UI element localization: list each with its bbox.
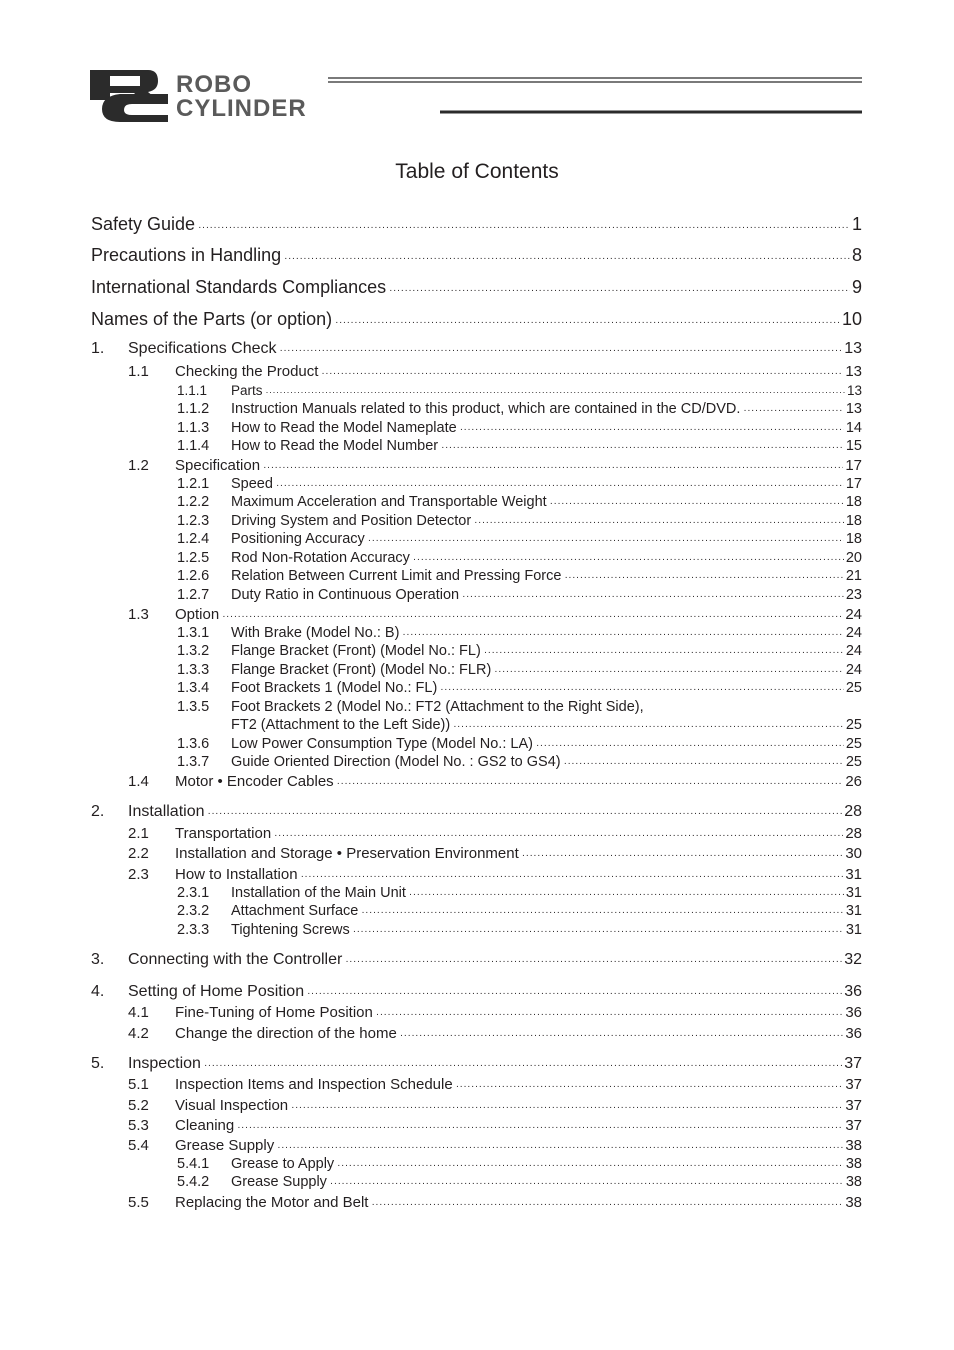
dot-leader (307, 988, 842, 999)
toc-entry[interactable] (91, 885, 862, 901)
toc-entry-title: Installation and Storage • Preservation Environment (175, 845, 519, 862)
toc-entry-page: 36 (845, 1025, 862, 1042)
dot-leader (198, 222, 850, 233)
toc-entry-title: Instruction Manuals related to this product, which are contained in the CD/DVD. (231, 401, 741, 417)
toc-entry-number: 1.1.3 (177, 420, 210, 436)
toc-entry-title: Change the direction of the home (175, 1025, 397, 1042)
toc-entry-title: Installation of the Main Unit (231, 885, 406, 901)
toc-entry[interactable] (91, 214, 862, 235)
toc-entry[interactable] (91, 1004, 862, 1021)
toc-entry-number: 1.1.2 (177, 401, 210, 417)
dot-leader (274, 830, 843, 841)
toc-entry-title: Safety Guide (91, 214, 196, 234)
toc-entry-number: 1.3.1 (177, 625, 210, 641)
dot-leader (280, 345, 843, 356)
dot-leader (276, 480, 844, 491)
toc-entry-number: 1.3.6 (177, 736, 210, 752)
toc-entry[interactable] (91, 420, 862, 436)
toc-entry-title: Speed (231, 476, 273, 492)
toc-entry-number: 4. (91, 983, 105, 1000)
dot-leader (484, 647, 844, 658)
dot-leader (550, 498, 844, 509)
toc-entry-number: 1.3.7 (177, 754, 210, 770)
toc-entry-number: 1.3.5 (177, 699, 210, 715)
toc-entry-page: 37 (844, 1055, 862, 1072)
toc-entry-title: FT2 (Attachment to the Left Side)) (231, 717, 451, 733)
dot-leader (453, 721, 844, 732)
dot-leader (301, 871, 844, 882)
toc-entry-page: 13 (844, 340, 862, 357)
toc-entry-page: 13 (845, 363, 862, 380)
toc-entry[interactable] (91, 309, 862, 330)
toc-entry-page: 24 (845, 643, 862, 659)
toc-entry-number: 1.2.4 (177, 531, 210, 547)
toc-entry-title: Inspection (128, 1055, 201, 1072)
dot-leader (204, 1060, 842, 1071)
dot-leader (361, 907, 844, 918)
toc-entry-page: 36 (845, 1004, 862, 1021)
toc-entry-title: Driving System and Position Detector (231, 513, 472, 529)
toc-entry[interactable] (91, 662, 862, 678)
dot-leader (441, 442, 844, 453)
dot-leader (353, 926, 844, 937)
toc-entry-page: 38 (845, 1174, 862, 1190)
toc-entry-page: 24 (845, 606, 862, 623)
toc-entry-page: 38 (845, 1156, 862, 1172)
toc-entry-page: 31 (845, 903, 862, 919)
toc-entry-number: 2.3.3 (177, 922, 210, 938)
toc-entry-number: 1.2.6 (177, 568, 210, 584)
toc-entry-page: 37 (845, 1117, 862, 1134)
logo-line2: CYLINDER (176, 95, 307, 122)
toc-entry-title: Foot Brackets 1 (Model No.: FL) (231, 680, 438, 696)
toc-entry[interactable] (91, 754, 862, 770)
toc-entry[interactable] (91, 1137, 862, 1154)
toc-entry[interactable] (91, 866, 862, 883)
dot-leader (368, 535, 844, 546)
toc-entry-page: 26 (845, 773, 862, 790)
toc-entry-page: 17 (845, 476, 862, 492)
toc-entry-number: 2.3.1 (177, 885, 210, 901)
dot-leader (522, 850, 844, 861)
dot-leader (389, 285, 850, 296)
toc-entry[interactable] (91, 1076, 862, 1093)
dot-leader (462, 591, 844, 602)
dot-leader (208, 808, 843, 819)
toc-entry-page: 17 (845, 457, 862, 474)
dot-leader (371, 1199, 843, 1210)
toc-entry-title: Checking the Product (175, 363, 319, 380)
toc-entry-title: Maximum Acceleration and Transportable Weight (231, 494, 547, 510)
toc-entry-title: Attachment Surface (231, 903, 359, 919)
toc-entry[interactable] (91, 476, 862, 492)
toc-entry-page: 8 (851, 245, 862, 265)
dot-leader (400, 1030, 843, 1041)
toc-entry[interactable] (91, 245, 862, 266)
toc-entry[interactable] (91, 401, 862, 417)
dot-leader (409, 889, 844, 900)
toc-entry[interactable] (91, 587, 862, 603)
toc-entry-page: 15 (845, 438, 862, 454)
toc-entry[interactable] (91, 625, 862, 641)
dot-leader (337, 778, 844, 789)
toc-entry-title: Tightening Screws (231, 922, 350, 938)
dot-leader (376, 1009, 843, 1020)
toc-entry[interactable] (91, 699, 862, 715)
toc-entry-page: 10 (841, 309, 862, 329)
dot-leader (284, 253, 850, 264)
toc-entry[interactable] (91, 363, 862, 380)
toc-entry-number: 1.1 (128, 363, 149, 380)
toc-entry[interactable] (91, 457, 862, 474)
toc-entry-page: 21 (845, 568, 862, 584)
toc-entry-number: 1.1.1 (177, 383, 208, 398)
toc-entry-page: 25 (845, 736, 862, 752)
toc-entry-page: 32 (844, 951, 862, 968)
toc-entry-number: 1.2.1 (177, 476, 210, 492)
toc-entry-title: Transportation (175, 825, 272, 842)
toc-entry-page: 20 (845, 550, 862, 566)
toc-entry[interactable] (91, 568, 862, 584)
toc-entry-page: 18 (845, 531, 862, 547)
toc-entry-number: 2.3.2 (177, 903, 210, 919)
toc-entry-title: Grease Supply (231, 1174, 327, 1190)
toc-entry[interactable] (91, 983, 862, 1001)
dot-leader (335, 317, 840, 328)
toc-entry-title: How to Read the Model Number (231, 438, 439, 454)
toc-entry[interactable] (91, 736, 862, 752)
toc-entry-title: Grease Supply (175, 1137, 275, 1154)
toc-entry-title: How to Installation (175, 866, 298, 883)
toc-entry-page: 38 (845, 1194, 862, 1211)
toc-entry-number: 1.3.4 (177, 680, 210, 696)
toc-entry-page: 23 (845, 587, 862, 603)
toc-entry[interactable] (91, 531, 862, 547)
toc-entry-number: 1. (91, 340, 105, 357)
toc-entry-title: Specifications Check (128, 340, 277, 357)
toc-entry-title: Grease to Apply (231, 1156, 335, 1172)
toc-entry-number: 5.5 (128, 1194, 149, 1211)
dot-leader (564, 572, 843, 583)
toc-entry-title: International Standards Compliances (91, 277, 387, 297)
toc-entry-page: 13 (846, 383, 862, 398)
toc-entry-number: 1.3.2 (177, 643, 210, 659)
toc-entry-page: 31 (845, 885, 862, 901)
toc-entry-title: Precautions in Handling (91, 245, 282, 265)
dot-leader (237, 1122, 843, 1133)
toc-entry-page: 13 (845, 401, 862, 417)
toc-entry[interactable] (91, 680, 862, 696)
toc-entry[interactable] (91, 1194, 862, 1211)
toc-entry[interactable] (91, 803, 862, 821)
toc-entry-title: Installation (128, 803, 205, 820)
dot-leader (743, 405, 843, 416)
dot-leader (564, 758, 844, 769)
toc-entry-page: 28 (845, 825, 862, 842)
toc-entry[interactable] (91, 903, 862, 919)
toc-entry-number: 2.1 (128, 825, 149, 842)
toc-entry-number: 1.4 (128, 773, 149, 790)
toc-entry-title: How to Read the Model Nameplate (231, 420, 457, 436)
toc-entry-number: 2.2 (128, 845, 149, 862)
toc-entry-number: 4.2 (128, 1025, 149, 1042)
dot-leader (413, 554, 844, 565)
dot-leader (345, 956, 842, 967)
toc-entry-number: 1.3 (128, 606, 149, 623)
toc-entry-number: 5.3 (128, 1117, 149, 1134)
toc-entry-page: 25 (845, 754, 862, 770)
dot-leader (330, 1178, 844, 1189)
toc-entry-title: Fine-Tuning of Home Position (175, 1004, 373, 1021)
toc-entry-title: Relation Between Current Limit and Pressing Force (231, 568, 562, 584)
toc-entry-page: 37 (845, 1076, 862, 1093)
toc-entry-page: 24 (845, 662, 862, 678)
toc-entry-page: 31 (845, 922, 862, 938)
toc-entry-page: 25 (845, 680, 862, 696)
toc-entry-title: Replacing the Motor and Belt (175, 1194, 369, 1211)
toc-entry[interactable] (91, 922, 862, 938)
dot-leader (263, 462, 843, 473)
toc-entry[interactable] (91, 494, 862, 510)
dot-leader (222, 611, 843, 622)
toc-entry-page: 38 (845, 1137, 862, 1154)
dot-leader (460, 424, 844, 435)
toc-entry[interactable] (91, 845, 862, 862)
toc-entry-page: 18 (845, 513, 862, 529)
toc-entry-title: Foot Brackets 2 (Model No.: FT2 (Attachment to the Right Side), (231, 699, 644, 715)
toc-entry-page: 24 (845, 625, 862, 641)
toc-entry[interactable] (91, 1055, 862, 1073)
toc-entry[interactable] (91, 951, 862, 969)
toc-entry-title: Rod Non-Rotation Accuracy (231, 550, 410, 566)
toc-entry-title: Cleaning (175, 1117, 235, 1134)
toc-entry[interactable] (91, 717, 862, 733)
toc-entry[interactable] (91, 1156, 862, 1172)
toc-entry-page: 1 (851, 214, 862, 234)
toc-entry-number: 1.2.2 (177, 494, 210, 510)
toc-entry[interactable] (91, 513, 862, 529)
toc-entry-number: 1.2 (128, 457, 149, 474)
dot-leader (321, 368, 843, 379)
toc-entry-number: 1.2.5 (177, 550, 210, 566)
toc-entry-title: Option (175, 606, 220, 623)
toc-entry-title: Setting of Home Position (128, 983, 305, 1000)
toc-entry[interactable] (91, 643, 862, 659)
dot-leader (536, 740, 844, 751)
toc-entry-number: 4.1 (128, 1004, 149, 1021)
toc-entry-title: With Brake (Model No.: B) (231, 625, 400, 641)
toc-entry-number: 1.2.7 (177, 587, 210, 603)
toc-entry-number: 5.4.1 (177, 1156, 210, 1172)
dot-leader (291, 1102, 843, 1113)
toc-entry-number: 3. (91, 951, 105, 968)
toc-entry-title: Flange Bracket (Front) (Model No.: FL) (231, 643, 481, 659)
toc-entry-title: Motor • Encoder Cables (175, 773, 334, 790)
toc-entry-page: 9 (851, 277, 862, 297)
toc-entry[interactable] (91, 438, 862, 454)
dot-leader (337, 1160, 844, 1171)
toc-entry-number: 1.3.3 (177, 662, 210, 678)
toc-entry-title: Inspection Items and Inspection Schedule (175, 1076, 453, 1093)
toc-entry-title: Positioning Accuracy (231, 531, 365, 547)
toc-entry-page: 18 (845, 494, 862, 510)
toc-entry-title: Low Power Consumption Type (Model No.: LA) (231, 736, 533, 752)
toc-entry-number: 1.1.4 (177, 438, 210, 454)
dot-leader (456, 1081, 844, 1092)
toc-entry-title: Flange Bracket (Front) (Model No.: FLR) (231, 662, 492, 678)
dot-leader (440, 684, 844, 695)
toc-entry-number: 5.4 (128, 1137, 149, 1154)
toc-entry-title: Parts (231, 383, 263, 398)
logo-line1: ROBO (176, 71, 252, 98)
toc-entry-title: Guide Oriented Direction (Model No. : GS2 to GS4) (231, 754, 561, 770)
toc-entry-number: 5.4.2 (177, 1174, 210, 1190)
toc-entry-page: 30 (845, 845, 862, 862)
toc-entry-number: 5.2 (128, 1097, 149, 1114)
toc-entry-title: Names of the Parts (or option) (91, 309, 333, 329)
toc-entry[interactable] (91, 773, 862, 790)
toc-entry[interactable] (91, 606, 862, 623)
dot-leader (266, 387, 845, 397)
toc-entry-page: 36 (844, 983, 862, 1000)
toc-entry-page: 31 (845, 866, 862, 883)
toc-entry-number: 5. (91, 1055, 105, 1072)
dot-leader (474, 517, 844, 528)
toc-entry-title: Visual Inspection (175, 1097, 289, 1114)
toc-entry-page: 25 (845, 717, 862, 733)
toc-entry-number: 2.3 (128, 866, 149, 883)
rc-monogram-icon (90, 70, 168, 122)
toc-entry[interactable] (91, 550, 862, 566)
toc-entry[interactable] (91, 1117, 862, 1134)
dot-leader (402, 629, 843, 640)
toc-entry[interactable] (91, 383, 862, 398)
dot-leader (277, 1142, 843, 1153)
toc-entry-title: Duty Ratio in Continuous Operation (231, 587, 460, 603)
toc-entry-page: 37 (845, 1097, 862, 1114)
toc-entry-title: Connecting with the Controller (128, 951, 343, 968)
toc-entry[interactable] (91, 1174, 862, 1190)
robo-cylinder-logo (90, 68, 865, 126)
toc-entry-title: Specification (175, 457, 261, 474)
toc-entry-number: 1.2.3 (177, 513, 210, 529)
toc-entry[interactable] (91, 340, 862, 358)
page-title: Table of Contents (395, 160, 559, 183)
toc-entry-number: 5.1 (128, 1076, 149, 1093)
toc-entry[interactable] (91, 1097, 862, 1114)
toc-entry-number: 2. (91, 803, 105, 820)
toc-entry[interactable] (91, 277, 862, 298)
toc-entry[interactable] (91, 825, 862, 842)
toc-entry-page: 28 (844, 803, 862, 820)
dot-leader (494, 666, 844, 677)
toc-entry-page: 14 (845, 420, 862, 436)
toc-entry[interactable] (91, 1025, 862, 1042)
